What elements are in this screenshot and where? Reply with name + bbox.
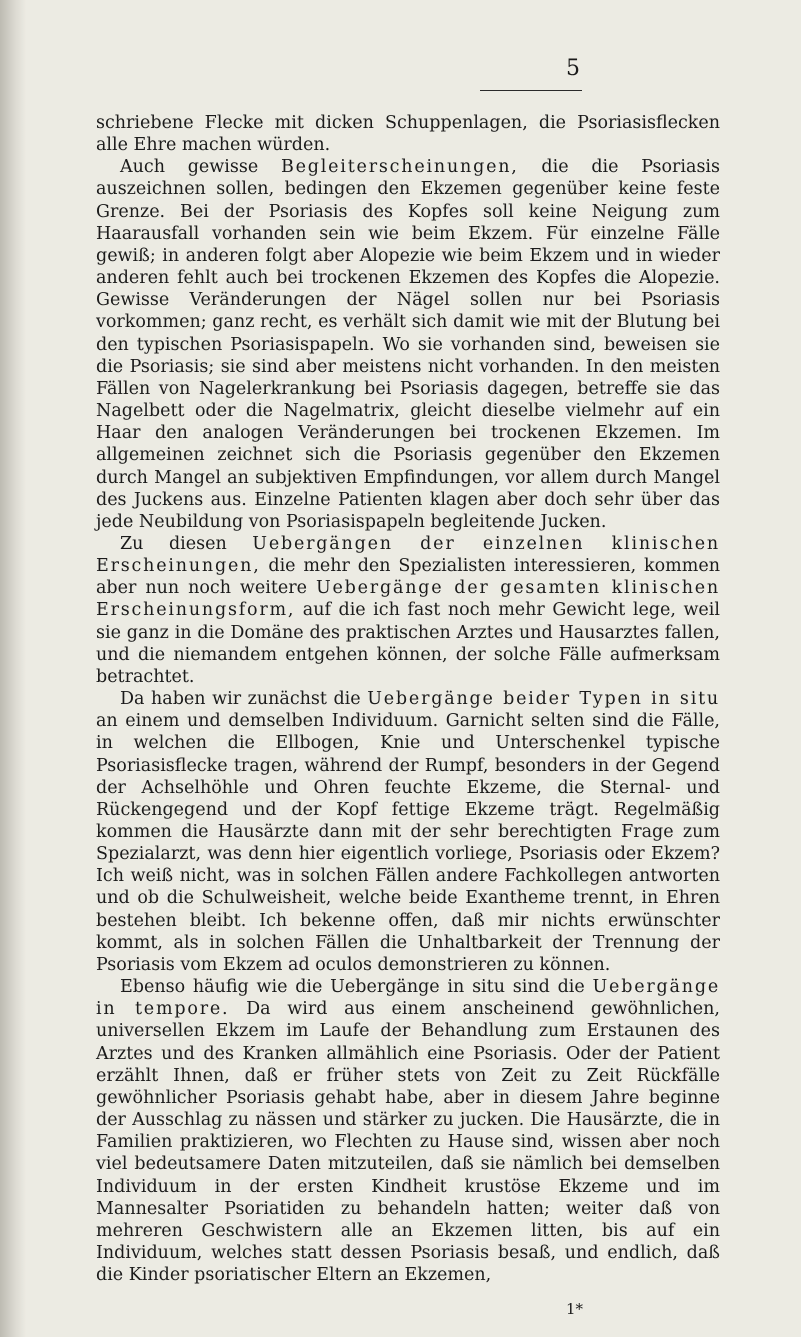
paragraph xyxy=(96,976,720,1286)
page-number: 5 xyxy=(566,56,580,81)
spaced-emphasis: Uebergängen der einzelnen klinischen Erscheinungen, xyxy=(96,533,720,577)
paragraph xyxy=(96,156,720,533)
spaced-emphasis: Uebergänge beider Typen in situ xyxy=(367,689,720,710)
body-text xyxy=(96,112,720,1286)
spaced-emphasis: Begleiterscheinungen, xyxy=(280,157,519,178)
paragraph xyxy=(96,112,720,156)
text-run: schriebene Flecke mit dicken Schuppenlagen, die Psoriasisflecken alle Ehre machen würden. xyxy=(96,113,720,156)
text-run: Da haben wir zunächst die xyxy=(120,689,368,710)
text-run: die mehr den Spezialisten interessieren, kommen aber nun noch weitere xyxy=(96,556,720,599)
text-run: Ebenso häufig wie die Uebergänge in situ sind die xyxy=(120,977,593,998)
text-run: Auch gewisse xyxy=(120,157,281,178)
text-run: Zu diesen xyxy=(120,533,253,554)
text-run: die die Psoriasis auszeichnen sollen, bedingen den Ekzemen gegenüber keine feste Grenze. Bei der Psoriasis des Kopfes soll keine Neigung zum Haarausfall vorhanden sein wie beim Ekzem. Für einzelne Fälle gewiß; in anderen folgt aber Alopezie wie beim Ekzem und in wieder anderen fehlt auch bei trockenen Ekzemen des Kopfes die Alopezie. Gewisse Veränderungen der Nägel sollen nur bei Psoriasis vorkommen; ganz recht, es verhält sich damit wie mit der Blutung bei den typischen Psoriasispapeln. Wo sie vorhanden sind, beweisen sie die Psoriasis; sie sind aber meistens nicht vorhanden. In den meisten Fällen von Nagelerkrankung bei Psoriasis dagegen, betreffe sie das Nagelbett oder die Nagelmatrix, gleicht dieselbe vielmehr auf ein Haar den analogen Veränderungen bei trockenen Ekzemen. Im allgemeinen zeichnet sich die Psoriasis gegenüber den Ekzemen durch Mangel an subjektiven Empfindungen, vor allem durch Mangel des Juckens aus. Einzelne Patienten klagen aber doch sehr über das jede Neubildung von Psoriasispapeln begleitende Jucken. xyxy=(96,157,721,532)
spaced-emphasis: Uebergänge in tempore. xyxy=(96,977,720,1020)
header-rule xyxy=(480,90,582,91)
signature-mark: 1* xyxy=(566,1300,584,1318)
paragraph xyxy=(96,688,720,976)
paragraph xyxy=(96,533,720,688)
page-gutter-shadow xyxy=(0,0,26,1337)
text-run: an einem und demselben Individuum. Garnicht selten sind die Fälle, in welchen die Ellbogen, Knie und Unterschenkel typische Psoriasisflecke tragen, während der Rumpf, besonders in der Gegend der Achselhöhle und Ohren feuchte Ekzeme, die Sternal- und Rückengegend und der Kopf fettige Ekzeme trägt. Regelmäßig kommen die Hausärzte dann mit der sehr berechtigten Frage zum Spezialarzt, was denn hier eigentlich vorliege, Psoriasis oder Ekzem? Ich weiß nicht, was in solchen Fällen andere Fachkollegen antworten und ob die Schulweisheit, welche beide Exantheme trennt, in Ehren bestehen bleibt. Ich bekenne offen, daß mir nichts erwünschter kommt, als in solchen Fällen die Unhaltbarkeit der Trennung der Psoriasis vom Ekzem ad oculos demonstrieren zu können. xyxy=(96,711,720,975)
text-run: Da wird aus einem anscheinend gewöhnlichen, universellen Ekzem im Laufe der Behandlung zum Erstaunen des Arztes und des Kranken allmählich eine Psoriasis. Oder der Patient erzählt Ihnen, daß er früher stets von Zeit zu Zeit Rückfälle gewöhnlicher Psoriasis gehabt habe, aber in diesem Jahre beginne der Ausschlag zu nässen und stärker zu jucken. Die Hausärzte, die in Familien praktizieren, wo Flechten zu Hause sind, wissen aber noch viel bedeutsamere Daten mitzuteilen, daß sie nämlich bei demselben Individuum in der ersten Kindheit krustöse Ekzeme und im Mannesalter Psoriatiden zu behandeln hatten; weiter daß von mehreren Geschwistern alle an Ekzemen litten, bis auf ein Individuum, welches statt dessen Psoriasis besaß, und endlich, daß die Kinder psoriatischer Eltern an Ekzemen, xyxy=(96,999,720,1286)
text-run: auf die ich fast noch mehr Gewicht lege, weil sie ganz in die Domäne des praktischen Arztes und Hausarztes fallen, und die niemandem entgehen können, der solche Fälle aufmerksam betrachtet. xyxy=(96,600,720,687)
spaced-emphasis: Uebergänge der gesamten klinischen Erscheinungsform, xyxy=(96,578,721,621)
